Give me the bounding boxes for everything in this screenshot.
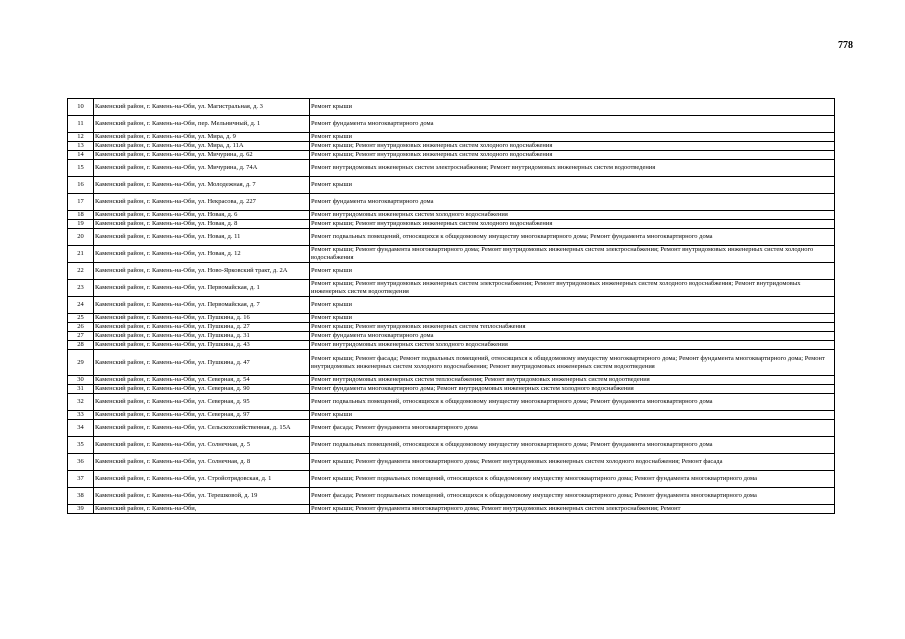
table-row xyxy=(68,211,835,220)
table-row xyxy=(68,160,835,177)
table-row xyxy=(68,411,835,420)
row-works: Ремонт крыши; Ремонт фундамента многоквартирного дома; Ремонт внутридомовых инженерных систем холодного водоснабжения; Ремонт фасада xyxy=(310,454,835,471)
row-address: Каменский район, г. Камень-на-Оби, ул. Мира, д. 9 xyxy=(94,133,310,142)
row-number: 38 xyxy=(68,488,94,505)
row-number: 14 xyxy=(68,151,94,160)
row-address: Каменский район, г. Камень-на-Оби, ул. Новая, д. 8 xyxy=(94,220,310,229)
row-works: Ремонт фундамента многоквартирного дома xyxy=(310,332,835,341)
row-address: Каменский район, г. Камень-на-Оби, ул. Пушкина, д. 27 xyxy=(94,323,310,332)
row-address: Каменский район, г. Камень-на-Оби, ул. Первомайская, д. 7 xyxy=(94,297,310,314)
table-row xyxy=(68,314,835,323)
row-number: 29 xyxy=(68,350,94,376)
repair-table xyxy=(67,98,835,514)
table-row xyxy=(68,454,835,471)
row-works: Ремонт крыши xyxy=(310,99,835,116)
row-number: 28 xyxy=(68,341,94,350)
row-works: Ремонт внутридомовых инженерных систем электроснабжения; Ремонт внутридомовых инженерных систем водоотведения xyxy=(310,160,835,177)
row-address: Каменский район, г. Камень-на-Оби, ул. Северная, д. 97 xyxy=(94,411,310,420)
row-address: Каменский район, г. Камень-на-Оби, ул. Мичурина, д. 74А xyxy=(94,160,310,177)
row-address: Каменский район, г. Камень-на-Оби, ул. Сельскохозяйственная, д. 15А xyxy=(94,420,310,437)
row-number: 33 xyxy=(68,411,94,420)
row-number: 27 xyxy=(68,332,94,341)
table-row xyxy=(68,420,835,437)
row-address: Каменский район, г. Камень-на-Оби, пер. Мельничный, д. 1 xyxy=(94,116,310,133)
row-address: Каменский район, г. Камень-на-Оби, ул. Стройотрядовская, д. 1 xyxy=(94,471,310,488)
row-works: Ремонт крыши; Ремонт фасада; Ремонт подвальных помещений, относящихся к общедомовому имуществу многоквартирного дома; Ремонт фундамента многоквартирного дома; Ремонт внутридомовых инженерных систем холодного водоснабжения; Ремонт внутридомовых инженерных систем водоотведения xyxy=(310,350,835,376)
row-address: Каменский район, г. Камень-на-Оби, ул. Ново-Ярковский тракт, д. 2А xyxy=(94,263,310,280)
row-works: Ремонт фундамента многоквартирного дома xyxy=(310,194,835,211)
row-works: Ремонт крыши; Ремонт внутридомовых инженерных систем холодного водоснабжения xyxy=(310,142,835,151)
row-works: Ремонт подвальных помещений, относящихся к общедомовому имуществу многоквартирного дома; Ремонт фундамента многоквартирного дома xyxy=(310,394,835,411)
row-address: Каменский район, г. Камень-на-Оби, ул. Северная, д. 90 xyxy=(94,385,310,394)
row-number: 20 xyxy=(68,229,94,246)
row-address: Каменский район, г. Камень-на-Оби, ул. Северная, д. 95 xyxy=(94,394,310,411)
row-number: 23 xyxy=(68,280,94,297)
row-works: Ремонт фасада; Ремонт подвальных помещений, относящихся к общедомовому имуществу многоквартирного дома; Ремонт фундамента многоквартирного дома xyxy=(310,488,835,505)
table-row xyxy=(68,332,835,341)
table-row xyxy=(68,394,835,411)
table-row xyxy=(68,133,835,142)
table-row xyxy=(68,297,835,314)
row-number: 11 xyxy=(68,116,94,133)
table-row xyxy=(68,471,835,488)
row-address: Каменский район, г. Камень-на-Оби, ул. Первомайская, д. 1 xyxy=(94,280,310,297)
row-address: Каменский район, г. Камень-на-Оби, ул. Некрасова, д. 227 xyxy=(94,194,310,211)
table-row xyxy=(68,263,835,280)
row-works: Ремонт фундамента многоквартирного дома; Ремонт внутридомовых инженерных систем холодного водоснабжения xyxy=(310,385,835,394)
row-works: Ремонт крыши xyxy=(310,297,835,314)
table-row xyxy=(68,116,835,133)
table-row xyxy=(68,151,835,160)
table-row xyxy=(68,323,835,332)
row-works: Ремонт крыши; Ремонт внутридомовых инженерных систем электроснабжения; Ремонт внутридомовых инженерных систем холодного водоснабжения; Ремонт внутридомовых инженерных систем водоотведения xyxy=(310,280,835,297)
row-number: 26 xyxy=(68,323,94,332)
row-number: 22 xyxy=(68,263,94,280)
row-number: 36 xyxy=(68,454,94,471)
row-address: Каменский район, г. Камень-на-Оби, ул. Молодежная, д. 7 xyxy=(94,177,310,194)
table-row xyxy=(68,488,835,505)
row-works: Ремонт крыши; Ремонт внутридомовых инженерных систем теплоснабжения xyxy=(310,323,835,332)
row-works: Ремонт фундамента многоквартирного дома xyxy=(310,116,835,133)
row-address: Каменский район, г. Камень-на-Оби, ул. Мира, д. 11А xyxy=(94,142,310,151)
row-number: 35 xyxy=(68,437,94,454)
table-row xyxy=(68,99,835,116)
row-address: Каменский район, г. Камень-на-Оби, ул. Пушкина, д. 43 xyxy=(94,341,310,350)
table-row xyxy=(68,229,835,246)
row-address: Каменский район, г. Камень-на-Оби, ул. Пушкина, д. 16 xyxy=(94,314,310,323)
table-row xyxy=(68,437,835,454)
row-number: 21 xyxy=(68,246,94,263)
row-number: 37 xyxy=(68,471,94,488)
row-address: Каменский район, г. Камень-на-Оби, xyxy=(94,505,310,514)
row-number: 24 xyxy=(68,297,94,314)
row-works: Ремонт крыши; Ремонт фундамента многоквартирного дома; Ремонт внутридомовых инженерных систем электроснабжения; Ремонт внутридомовых инженерных систем холодного водоснабжения xyxy=(310,246,835,263)
row-number: 39 xyxy=(68,505,94,514)
row-works: Ремонт внутридомовых инженерных систем холодного водоснабжения xyxy=(310,341,835,350)
row-works: Ремонт фасада; Ремонт фундамента многоквартирного дома xyxy=(310,420,835,437)
row-address: Каменский район, г. Камень-на-Оби, ул. Магистральная, д. 3 xyxy=(94,99,310,116)
row-number: 16 xyxy=(68,177,94,194)
row-number: 15 xyxy=(68,160,94,177)
table-row xyxy=(68,341,835,350)
table-row xyxy=(68,220,835,229)
row-number: 18 xyxy=(68,211,94,220)
table-row xyxy=(68,350,835,376)
row-address: Каменский район, г. Камень-на-Оби, ул. Новая, д. 11 xyxy=(94,229,310,246)
row-works: Ремонт подвальных помещений, относящихся к общедомовому имуществу многоквартирного дома; Ремонт фундамента многоквартирного дома xyxy=(310,229,835,246)
row-address: Каменский район, г. Камень-на-Оби, ул. Пушкина, д. 31 xyxy=(94,332,310,341)
table-row xyxy=(68,246,835,263)
row-works: Ремонт внутридомовых инженерных систем холодного водоснабжения xyxy=(310,211,835,220)
row-address: Каменский район, г. Камень-на-Оби, ул. Новая, д. 12 xyxy=(94,246,310,263)
row-number: 25 xyxy=(68,314,94,323)
row-works: Ремонт крыши xyxy=(310,177,835,194)
row-works: Ремонт крыши; Ремонт фундамента многоквартирного дома; Ремонт внутридомовых инженерных систем электроснабжения; Ремонт xyxy=(310,505,835,514)
row-address: Каменский район, г. Камень-на-Оби, ул. Мичурина, д. 62 xyxy=(94,151,310,160)
row-works: Ремонт крыши xyxy=(310,133,835,142)
row-address: Каменский район, г. Камень-на-Оби, ул. Терешковой, д. 19 xyxy=(94,488,310,505)
table-row xyxy=(68,194,835,211)
table-row xyxy=(68,142,835,151)
row-works: Ремонт крыши xyxy=(310,411,835,420)
row-number: 10 xyxy=(68,99,94,116)
row-address: Каменский район, г. Камень-на-Оби, ул. Пушкина, д. 47 xyxy=(94,350,310,376)
row-number: 32 xyxy=(68,394,94,411)
page-number: 778 xyxy=(838,40,853,51)
table-row xyxy=(68,376,835,385)
row-works: Ремонт крыши xyxy=(310,314,835,323)
row-address: Каменский район, г. Камень-на-Оби, ул. Новая, д. 6 xyxy=(94,211,310,220)
row-number: 31 xyxy=(68,385,94,394)
row-number: 30 xyxy=(68,376,94,385)
row-works: Ремонт крыши xyxy=(310,263,835,280)
row-address: Каменский район, г. Камень-на-Оби, ул. Северная, д. 54 xyxy=(94,376,310,385)
table-row xyxy=(68,505,835,514)
row-address: Каменский район, г. Камень-на-Оби, ул. Солнечная, д. 8 xyxy=(94,454,310,471)
row-number: 19 xyxy=(68,220,94,229)
row-number: 17 xyxy=(68,194,94,211)
row-works: Ремонт крыши; Ремонт внутридомовых инженерных систем холодного водоснабжения xyxy=(310,220,835,229)
row-works: Ремонт крыши; Ремонт подвальных помещений, относящихся к общедомовому имуществу многоквартирного дома; Ремонт фундамента многоквартирного дома xyxy=(310,471,835,488)
row-number: 12 xyxy=(68,133,94,142)
row-number: 13 xyxy=(68,142,94,151)
row-address: Каменский район, г. Камень-на-Оби, ул. Солнечная, д. 5 xyxy=(94,437,310,454)
table-row xyxy=(68,280,835,297)
repair-table-body xyxy=(68,99,835,514)
row-works: Ремонт подвальных помещений, относящихся к общедомовому имуществу многоквартирного дома; Ремонт фундамента многоквартирного дома xyxy=(310,437,835,454)
row-number: 34 xyxy=(68,420,94,437)
row-works: Ремонт крыши; Ремонт внутридомовых инженерных систем холодного водоснабжения xyxy=(310,151,835,160)
row-works: Ремонт внутридомовых инженерных систем теплоснабжения; Ремонт внутридомовых инженерных систем водоотведения xyxy=(310,376,835,385)
table-row xyxy=(68,385,835,394)
table-row xyxy=(68,177,835,194)
